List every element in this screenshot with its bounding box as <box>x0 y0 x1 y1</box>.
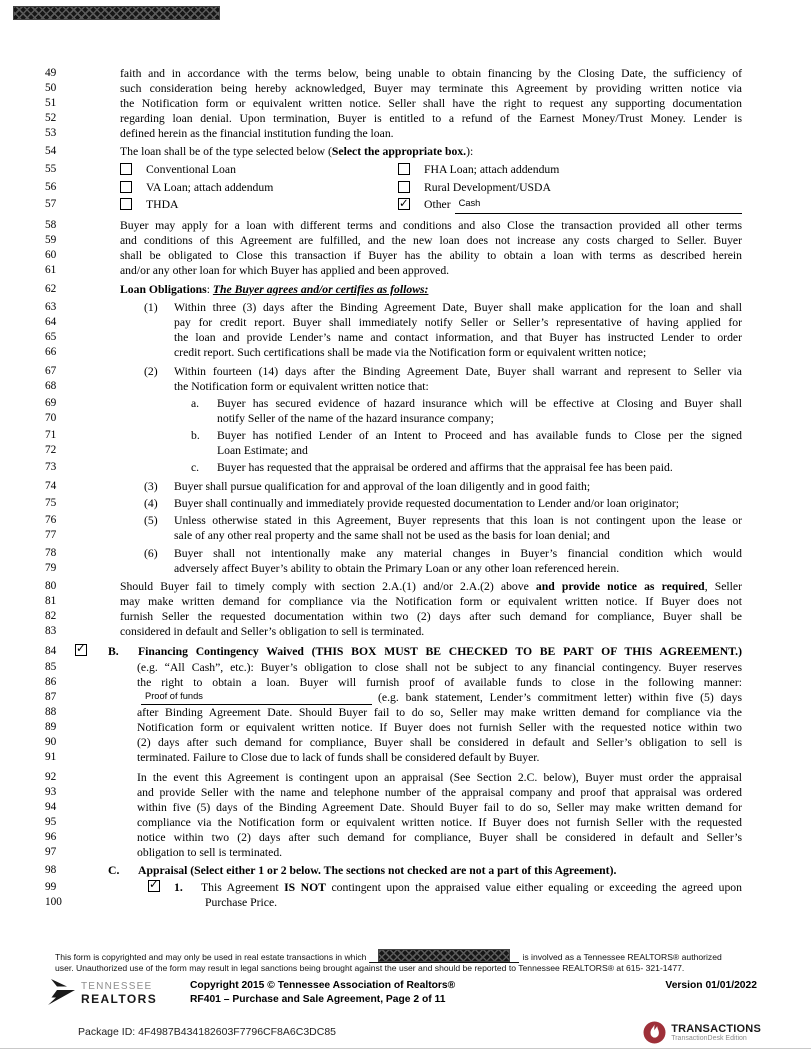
line-number: 86 <box>45 675 57 688</box>
document-line <box>45 144 742 159</box>
line-number: 85 <box>45 660 57 673</box>
version-label: Version 01/01/2022 <box>665 980 757 991</box>
line-number: 79 <box>45 561 57 574</box>
line-content <box>148 880 742 895</box>
line-number: 53 <box>45 127 57 139</box>
footer-legal-line1-pre: This form is copyrighted and may only be used in real estate transactions in which <box>55 952 367 962</box>
text-run: Conventional Loan <box>146 163 236 176</box>
line-number: 74 <box>45 479 57 492</box>
text-run: Buyer shall pursue qualification for and approval of the loan diligently and in good faith; <box>174 479 591 493</box>
document-lines <box>45 66 742 910</box>
text-run: (e.g. bank statement, Lender’s commitment letter) within five (5) days <box>378 690 742 704</box>
document-line <box>45 379 742 394</box>
redaction-bar-footer <box>378 949 510 962</box>
document-line <box>45 161 742 179</box>
list-marker: (5) <box>144 513 158 527</box>
text-run: Within fourteen (14) days after the Binding Agreement Date, Buyer shall warrant and represent to Seller via <box>174 364 742 378</box>
line-number: 89 <box>45 720 57 733</box>
line-number: 75 <box>45 496 57 509</box>
text-run: shall be obligated to Close this transaction if Buyer has the ability to obtain a loan with terms as described herein <box>120 248 742 262</box>
line-number: 77 <box>45 528 57 541</box>
line-content <box>144 546 742 561</box>
text-run: sale of any other real property and the same shall not be used as the basis for loan denial; and <box>174 528 610 542</box>
line-number: 93 <box>45 785 57 798</box>
text-run: This Agreement <box>201 880 285 894</box>
line-number: 66 <box>45 345 57 358</box>
line-number: 96 <box>45 830 57 843</box>
text-run: the right to obtain a loan. Buyer will furnish proof of available funds to close in the following manner: <box>137 675 742 689</box>
text-run: and conditions of this Agreement are fulfilled, and the new loan does not increase any costs charged to Seller. Buyer <box>120 233 742 247</box>
line-content <box>120 218 742 233</box>
document-line <box>45 561 742 576</box>
document-line <box>45 496 742 511</box>
document-line <box>45 750 742 765</box>
text-run: In the event this Agreement is contingent upon an appraisal (See Section 2.C. below), Buyer must order the appraisal <box>137 770 742 784</box>
line-number: 87 <box>45 690 57 703</box>
proof-of-funds-fill-in[interactable] <box>141 692 372 705</box>
footer-legal-text <box>55 949 757 974</box>
text-run: obligation to sell is terminated. <box>137 845 283 859</box>
text-run: The loan shall be of the type selected below ( <box>120 145 332 158</box>
document-line <box>45 81 742 96</box>
line-number: 78 <box>45 546 57 559</box>
document-line <box>45 315 742 330</box>
line-content <box>120 161 742 179</box>
text-run: furnish Seller the requested documentation within two (2) days after such demand for compliance, Buyer shall be <box>120 609 742 623</box>
line-content <box>137 690 742 705</box>
line-content <box>108 863 742 878</box>
document-line <box>45 96 742 111</box>
appraisal-option-1-checkbox[interactable] <box>148 880 160 892</box>
document-line <box>45 364 742 379</box>
text-run: and provide Seller with the name and telephone number of the appraisal company and proof that appraisal was ordered <box>137 785 742 799</box>
line-number: 99 <box>45 880 57 893</box>
copyright-line2: RF401 – Purchase and Sale Agreement, Page 2 of 11 <box>190 993 446 1005</box>
line-content <box>137 705 742 720</box>
line-number: 94 <box>45 800 57 813</box>
document-line <box>45 330 742 345</box>
text-run: Within three (3) days after the Binding Agreement Date, Buyer shall make application for the loan and shall <box>174 300 742 314</box>
list-marker: b. <box>191 428 200 442</box>
document-line <box>45 785 742 800</box>
line-number: 60 <box>45 248 57 261</box>
line-content <box>120 196 742 214</box>
line-content <box>137 815 742 830</box>
line-number: 52 <box>45 112 57 124</box>
line-content <box>217 443 742 458</box>
thda-checkbox[interactable] <box>120 198 132 210</box>
package-id-label: Package ID: 4F4987B434182603F7796CF8A6C3DC85 <box>78 1026 337 1038</box>
footer-logo-row <box>48 979 757 1006</box>
copyright-line1: Copyright 2015 © Tennessee Association of Realtors® <box>190 980 456 991</box>
line-content <box>191 460 742 475</box>
line-number: 82 <box>45 609 57 622</box>
document-line <box>45 880 742 895</box>
tennessee-realtors-logo-text <box>81 981 157 1005</box>
va-loan-checkbox[interactable] <box>120 181 132 193</box>
list-marker: (2) <box>144 364 158 378</box>
document-line <box>45 609 742 624</box>
document-line <box>45 660 742 675</box>
document-line <box>45 345 742 360</box>
line-number: 69 <box>45 396 57 409</box>
line-number: 72 <box>45 443 57 456</box>
text-run: , Seller <box>704 579 742 593</box>
document-line <box>45 428 742 443</box>
line-content <box>174 379 742 394</box>
line-number: 76 <box>45 513 57 526</box>
line-number: 70 <box>45 411 57 424</box>
text-run: Select the appropriate box. <box>331 145 467 158</box>
logo-realtors-label: REALTORS <box>81 991 158 1006</box>
line-content <box>120 233 742 248</box>
text-run: C. <box>108 863 120 877</box>
list-marker: c. <box>191 460 200 474</box>
text-run: Should Buyer fail to timely comply with section 2.A.(1) and/or 2.A.(2) above <box>120 579 536 593</box>
line-content <box>137 845 742 860</box>
document-line <box>45 705 742 720</box>
line-number: 83 <box>45 624 57 637</box>
document-line <box>45 479 742 494</box>
document-line <box>45 263 742 278</box>
document-line <box>45 179 742 197</box>
line-content <box>120 126 742 141</box>
text-run <box>372 690 742 705</box>
line-number: 61 <box>45 263 57 276</box>
line-number: 65 <box>45 330 57 343</box>
document-line <box>45 233 742 248</box>
line-number: 63 <box>45 300 57 313</box>
document-line <box>45 624 742 639</box>
text-run: after Binding Agreement Date. Should Buyer fail to do so, Seller may make written demand for compliance via the <box>137 705 742 719</box>
line-content <box>205 895 742 910</box>
text-run: may make written demand for compliance via the Notification form or equivalent written notice. If Buyer does not <box>120 594 742 608</box>
document-line <box>45 863 742 878</box>
line-content <box>174 315 742 330</box>
footer-legal-line2: user. Unauthorized use of the form may result in legal sanctions being brought against the user and should be reported to Tennessee REALTORS® at 615- 321-1477. <box>55 963 685 973</box>
footer-legal-line1 <box>55 949 757 963</box>
text-run: faith and in accordance with the terms below, being unable to obtain financing by the Closing Date, the sufficiency of <box>120 67 742 80</box>
line-content <box>191 396 742 411</box>
transactions-logo <box>643 1021 761 1044</box>
line-number: 80 <box>45 579 57 592</box>
line-content <box>137 800 742 815</box>
transactions-logo-text <box>671 1023 761 1043</box>
text-run: adversely affect Buyer’s ability to obtain the Primary Loan or any other loan referenced herein. <box>174 561 620 575</box>
transactions-title: TRANSACTIONS <box>671 1022 761 1035</box>
line-content <box>120 594 742 609</box>
document-line <box>45 800 742 815</box>
line-content <box>120 248 742 263</box>
line-content <box>174 330 742 345</box>
line-number: 90 <box>45 735 57 748</box>
line-content <box>120 609 742 624</box>
text-run: The Buyer agrees and/or certifies as follows: <box>212 282 429 296</box>
line-number: 98 <box>45 863 57 876</box>
text-run: the Notification form or equivalent written notice that: <box>174 379 429 393</box>
list-marker: (1) <box>144 300 158 314</box>
rural-development-checkbox[interactable] <box>398 181 410 193</box>
line-content <box>120 179 742 197</box>
document-line <box>45 396 742 411</box>
document-line <box>45 218 742 233</box>
line-number: 57 <box>45 198 57 210</box>
line-number: 73 <box>45 460 57 473</box>
line-content <box>120 263 742 278</box>
text-run: Other <box>424 198 451 211</box>
text-run: such consideration being hereby acknowledged, Buyer may terminate this Agreement by providing written notice via <box>120 82 742 95</box>
tennessee-realtors-logo <box>48 979 182 1006</box>
line-number: 55 <box>45 163 57 175</box>
document-line <box>45 66 742 81</box>
document-line <box>45 282 742 297</box>
financing-contingency-waived-checkbox[interactable] <box>75 644 87 656</box>
conventional-loan-checkbox[interactable] <box>120 163 132 175</box>
text-run: regarding loan denial. Upon termination, Buyer is entitled to a refund of the Earnest Money/Trust Money. Lender is <box>120 112 742 125</box>
line-content <box>191 428 742 443</box>
document-line <box>45 644 742 659</box>
line-number: 58 <box>45 218 57 231</box>
document-line <box>45 579 742 594</box>
line-number: 67 <box>45 364 57 377</box>
list-marker: (6) <box>144 546 158 560</box>
line-content <box>120 144 742 159</box>
document-line <box>45 111 742 126</box>
text-run: VA Loan; attach addendum <box>146 180 274 194</box>
line-content <box>144 479 742 494</box>
text-run: notice within two (2) days after such demand for compliance, Buyer shall be considered in default and Seller’s <box>137 830 742 844</box>
document-line <box>45 248 742 263</box>
line-content <box>137 785 742 800</box>
logo-tennessee-label: TENNESSEE <box>81 980 153 992</box>
text-run: pay for credit report. Buyer shall immediately notify Seller or Seller’s representative of having applied for <box>174 315 742 329</box>
line-content <box>137 770 742 785</box>
document-line <box>45 513 742 528</box>
line-content <box>120 66 742 81</box>
document-line <box>45 815 742 830</box>
text-run: contingent upon the appraised value either equaling or exceeding the agreed upon <box>325 880 742 894</box>
line-content <box>144 513 742 528</box>
line-number: 56 <box>45 180 57 193</box>
document-line <box>45 830 742 845</box>
document-line <box>45 594 742 609</box>
line-content <box>137 720 742 735</box>
line-content <box>120 81 742 96</box>
text-run <box>201 880 742 895</box>
other-loan-checkbox[interactable] <box>398 198 410 210</box>
text-run: Loan Estimate; and <box>217 443 308 457</box>
text-run: : <box>206 282 213 296</box>
text-run: FHA Loan; attach addendum <box>424 163 560 176</box>
line-number: 97 <box>45 845 57 858</box>
document-line <box>45 735 742 750</box>
text-run: IS NOT <box>284 880 326 894</box>
transactions-logo-icon <box>643 1021 666 1044</box>
line-number: 95 <box>45 815 57 828</box>
list-marker: (3) <box>144 479 158 493</box>
text-run: Rural Development/USDA <box>424 180 551 194</box>
document-line <box>45 770 742 785</box>
line-number: 62 <box>45 282 57 295</box>
footer-legal-line1-post: is involved as a Tennessee REALTORS® authorized <box>522 952 722 962</box>
text-run: within five (5) days of the Binding Agreement Date. Should Buyer fail to do so, Seller may make written demand for <box>137 800 742 814</box>
text-run: the loan and provide Lender’s name and contact information, and that Buyer has instructed Lender to order <box>174 330 742 344</box>
text-run: the Notification form or equivalent written notice. Seller shall have the right to request any supporting documentation <box>120 97 742 110</box>
text-run: 1. <box>174 880 183 894</box>
copyright-block <box>190 979 455 1006</box>
line-content <box>137 750 742 765</box>
document-line <box>45 411 742 426</box>
line-number: 64 <box>45 315 57 328</box>
text-run: defined herein as the financial institution funding the loan. <box>120 127 394 140</box>
document-line <box>45 443 742 458</box>
document-line <box>45 126 742 141</box>
text-run: Financing Contingency Waived (THIS BOX MUST BE CHECKED TO BE PART OF THIS AGREEMENT.) <box>138 644 742 658</box>
document-line <box>45 675 742 690</box>
text-run: Buyer shall continually and immediately provide requested documentation to Lender and/or loan originator; <box>174 496 680 510</box>
line-content <box>174 561 742 576</box>
list-marker: (4) <box>144 496 158 510</box>
line-content <box>137 675 742 690</box>
text-run: Buyer has notified Lender of an Intent to Proceed and has available funds to Close per the signed <box>217 428 742 442</box>
line-number: 100 <box>45 895 62 908</box>
line-number: 88 <box>45 705 57 718</box>
line-number: 91 <box>45 750 57 763</box>
line-content <box>137 735 742 750</box>
document-line <box>45 895 742 910</box>
text-run: and provide notice as required <box>535 579 705 593</box>
fill-in-value: Cash <box>458 198 481 208</box>
document-line <box>45 546 742 561</box>
text-run: Loan Obligations <box>120 282 207 296</box>
line-number: 54 <box>45 145 57 157</box>
line-content <box>217 411 742 426</box>
text-run: Buyer has requested that the appraisal be ordered and affirms that the appraisal fee has been paid. <box>217 460 673 474</box>
text-run: considered in default and Seller’s obligation to sell is terminated. <box>120 624 425 638</box>
line-content <box>137 830 742 845</box>
fill-in-value: Proof of funds <box>145 690 203 701</box>
text-run: terminated. Failure to Close due to lack of funds shall be considered default by Buyer. <box>137 750 540 764</box>
text-run: and/or any other loan for which Buyer has applied and been approved. <box>120 263 450 277</box>
fha-loan-checkbox[interactable] <box>398 163 410 175</box>
text-run: ): <box>466 145 474 158</box>
document-line <box>45 845 742 860</box>
list-marker: a. <box>191 396 200 410</box>
line-number: 81 <box>45 594 57 607</box>
text-run: THDA <box>146 198 179 211</box>
text-run: notify Seller of the name of the hazard insurance company; <box>217 411 494 425</box>
document-line <box>45 690 742 705</box>
document-line <box>45 300 742 315</box>
line-number: 92 <box>45 770 57 783</box>
document-line <box>45 720 742 735</box>
line-number: 84 <box>45 644 57 657</box>
text-run: (2) days after such demand for compliance, Buyer shall be considered in default and Seller’s obligation to sell is <box>137 735 742 749</box>
text-run: Appraisal (Select either 1 or 2 below. The sections not checked are not a part of this Agreement). <box>138 863 617 877</box>
page-bottom-rule <box>0 1048 811 1049</box>
text-run: Buyer has secured evidence of hazard insurance which will be effective at Closing and Buyer shall <box>217 396 742 410</box>
document-line <box>45 528 742 543</box>
text-run: Buyer shall not intentionally make any material changes in Buyer’s financial condition which would <box>174 546 742 560</box>
transactions-subtitle: TransactionDesk Edition <box>671 1034 747 1042</box>
line-number: 50 <box>45 82 57 94</box>
line-content <box>137 660 742 675</box>
document-line <box>45 460 742 475</box>
line-number: 68 <box>45 379 57 392</box>
text-run: Purchase Price. <box>205 895 278 909</box>
document-line <box>45 196 742 214</box>
text-run: B. <box>108 644 119 658</box>
text-run: Buyer may apply for a loan with different terms and conditions and also Close the transaction provided all other terms <box>120 218 742 232</box>
redaction-bar-top <box>13 6 220 20</box>
other-loan-fill-in[interactable] <box>455 198 742 214</box>
line-content <box>174 345 742 360</box>
line-content <box>120 624 742 639</box>
line-content <box>120 111 742 126</box>
redaction-underline <box>369 949 519 963</box>
text-run: credit report. Such certifications shall be made via the Notification form or equivalent written notice; <box>174 345 647 359</box>
text-run: Notification form or equivalent written notice. If Buyer does not furnish Seller with the requested notice within two <box>137 720 742 734</box>
line-content <box>120 282 742 297</box>
line-number: 71 <box>45 428 57 441</box>
text-run: Unless otherwise stated in this Agreement, Buyer represents that this loan is not contingent upon the lease or <box>174 513 742 527</box>
line-content <box>120 96 742 111</box>
text-run: compliance via the Notification form or equivalent written notice. If Buyer does not furnish Seller with the requested <box>137 815 742 829</box>
line-content <box>144 496 742 511</box>
line-content <box>174 528 742 543</box>
line-number: 59 <box>45 233 57 246</box>
line-number: 49 <box>45 67 57 79</box>
line-content <box>120 579 742 594</box>
text-run: (e.g. “All Cash”, etc.): Buyer’s obligation to close shall not be subject to any financial contingency. Buyer reserves <box>137 660 742 674</box>
line-number: 51 <box>45 97 57 109</box>
tennessee-realtors-logo-icon <box>48 979 76 1006</box>
line-content <box>75 644 742 659</box>
line-content <box>144 300 742 315</box>
line-content <box>144 364 742 379</box>
